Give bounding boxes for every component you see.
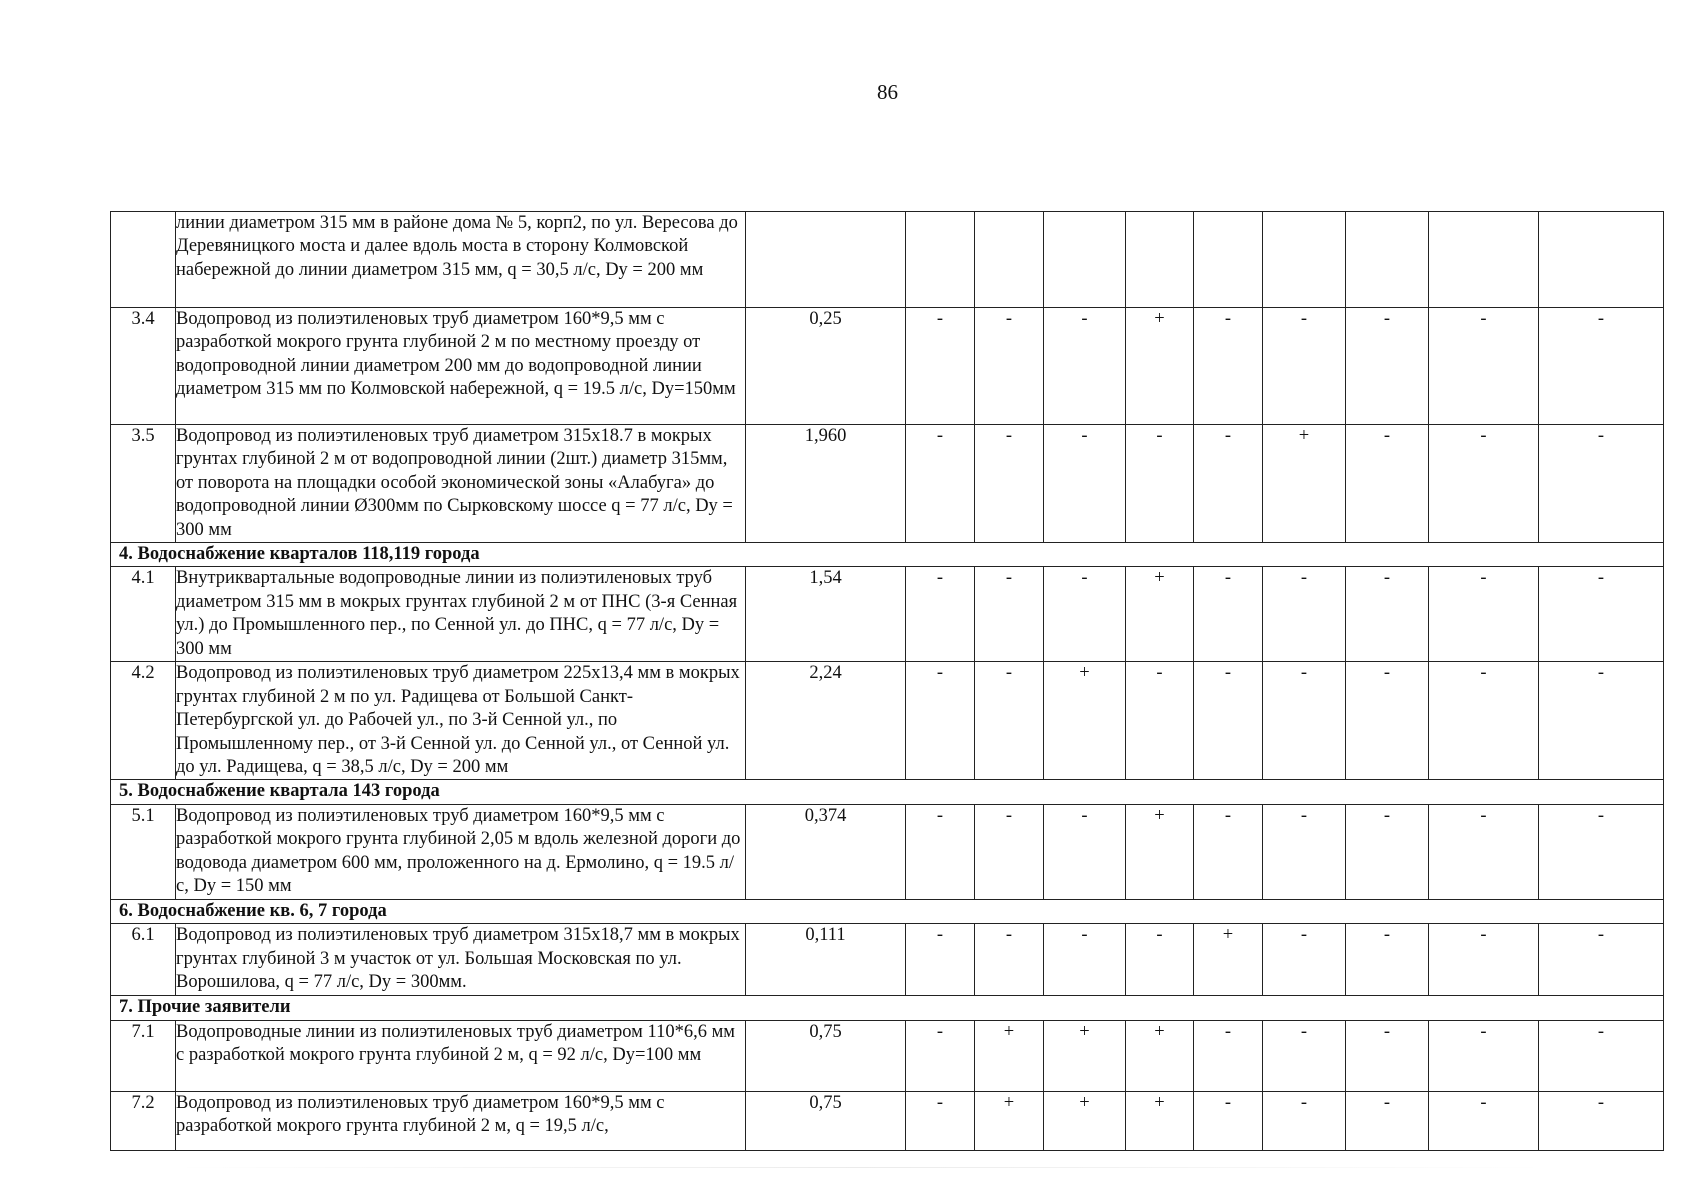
pipeline-table	[110, 211, 1664, 1151]
mark-cell: -	[1539, 924, 1664, 996]
row-number: 6.1	[111, 924, 176, 996]
section-title: 4. Водоснабжение кварталов 118,119 города	[111, 543, 1664, 567]
mark-cell	[1346, 212, 1429, 308]
mark-cell: -	[1263, 567, 1346, 662]
row-length: 0,374	[746, 804, 906, 899]
mark-cell: +	[975, 1091, 1044, 1150]
table-body	[111, 212, 1664, 1151]
mark-cell: -	[975, 425, 1044, 543]
table-row	[111, 662, 1664, 780]
mark-cell: -	[975, 308, 1044, 425]
table-row	[111, 212, 1664, 308]
mark-cell: +	[1126, 1091, 1194, 1150]
mark-cell: +	[1126, 1020, 1194, 1091]
mark-cell: -	[1429, 425, 1539, 543]
row-number: 3.4	[111, 308, 176, 425]
mark-cell: -	[1429, 924, 1539, 996]
mark-cell: -	[1539, 804, 1664, 899]
row-description: Водопровод из полиэтиленовых труб диаметром 160*9,5 мм с разработкой мокрого грунта глубиной 2 м по местному проезду от водопроводной линии диаметром 200 мм до водопроводной линии диаметром 315 мм по Колмовской набережной, q = 19.5 л/с, Dy=150мм	[176, 308, 746, 425]
row-number: 3.5	[111, 425, 176, 543]
row-description: Водопровод из полиэтиленовых труб диаметром 160*9,5 мм с разработкой мокрого грунта глубиной 2 м, q = 19,5 л/с,	[176, 1091, 746, 1150]
mark-cell: +	[1126, 308, 1194, 425]
mark-cell: -	[1126, 662, 1194, 780]
row-description: Внутриквартальные водопроводные линии из полиэтиленовых труб диаметром 315 мм в мокрых грунтах глубиной 2 м от ПНС (3-я Сенная ул.) до Промышленного пер., по Сенной ул. до ПНС, q = 77 л/с, Dy = 300 мм	[176, 567, 746, 662]
mark-cell: -	[1263, 1020, 1346, 1091]
section-title: 5. Водоснабжение квартала 143 города	[111, 780, 1664, 804]
row-description: Водопровод из полиэтиленовых труб диаметром 160*9,5 мм с разработкой мокрого грунта глубиной 2,05 м вдоль железной дороги до водовода диаметром 600 мм, проложенного на д. Ермолино, q = 19.5 л/с, Dy = 150 мм	[176, 804, 746, 899]
mark-cell	[1126, 212, 1194, 308]
section-header-row	[111, 543, 1664, 567]
mark-cell: -	[1194, 1091, 1263, 1150]
mark-cell: -	[1194, 425, 1263, 543]
mark-cell: -	[1539, 662, 1664, 780]
row-length: 1,960	[746, 425, 906, 543]
mark-cell: -	[1044, 308, 1126, 425]
table-row	[111, 567, 1664, 662]
mark-cell: -	[1429, 567, 1539, 662]
mark-cell: -	[1263, 1091, 1346, 1150]
table-row	[111, 308, 1664, 425]
row-number: 5.1	[111, 804, 176, 899]
mark-cell: -	[1346, 1020, 1429, 1091]
mark-cell: +	[975, 1020, 1044, 1091]
mark-cell	[1539, 212, 1664, 308]
mark-cell: -	[906, 308, 975, 425]
mark-cell: -	[1346, 308, 1429, 425]
mark-cell	[1194, 212, 1263, 308]
mark-cell: -	[975, 924, 1044, 996]
row-number: 7.1	[111, 1020, 176, 1091]
mark-cell: -	[1346, 425, 1429, 543]
mark-cell: -	[1346, 662, 1429, 780]
section-header-row	[111, 780, 1664, 804]
mark-cell: -	[1539, 308, 1664, 425]
mark-cell	[1263, 212, 1346, 308]
mark-cell: -	[1194, 662, 1263, 780]
mark-cell	[1044, 212, 1126, 308]
row-length: 0,111	[746, 924, 906, 996]
row-number: 4.2	[111, 662, 176, 780]
row-length: 0,75	[746, 1020, 906, 1091]
mark-cell: +	[1044, 1091, 1126, 1150]
mark-cell: -	[975, 804, 1044, 899]
mark-cell: -	[906, 804, 975, 899]
mark-cell: -	[1429, 1020, 1539, 1091]
mark-cell: -	[906, 425, 975, 543]
row-number	[111, 212, 176, 308]
mark-cell: +	[1126, 804, 1194, 899]
mark-cell: -	[1263, 662, 1346, 780]
mark-cell: -	[1429, 308, 1539, 425]
mark-cell: -	[1044, 804, 1126, 899]
mark-cell: +	[1044, 662, 1126, 780]
mark-cell: -	[1263, 924, 1346, 996]
row-length	[746, 212, 906, 308]
section-header-row	[111, 899, 1664, 923]
mark-cell: -	[1539, 1091, 1664, 1150]
scan-artifact-line	[170, 1167, 1550, 1168]
section-title: 6. Водоснабжение кв. 6, 7 города	[111, 899, 1664, 923]
mark-cell: +	[1263, 425, 1346, 543]
section-header-row	[111, 996, 1664, 1020]
mark-cell: -	[1539, 567, 1664, 662]
mark-cell: -	[1346, 567, 1429, 662]
mark-cell: -	[906, 662, 975, 780]
mark-cell: -	[906, 1020, 975, 1091]
mark-cell: -	[1126, 425, 1194, 543]
mark-cell: -	[1429, 804, 1539, 899]
mark-cell: -	[906, 1091, 975, 1150]
row-description: Водопровод из полиэтиленовых труб диаметром 315x18.7 в мокрых грунтах глубиной 2 м от водопроводной линии (2шт.) диаметр 315мм, от поворота на площадки особой экономической зоны «Алабуга» до водопроводной линии Ø300мм по Сырковскому шоссе q = 77 л/с, Dy = 300 мм	[176, 425, 746, 543]
mark-cell: -	[1429, 662, 1539, 780]
mark-cell: +	[1194, 924, 1263, 996]
mark-cell: -	[975, 567, 1044, 662]
row-length: 2,24	[746, 662, 906, 780]
mark-cell: -	[1346, 1091, 1429, 1150]
table-row	[111, 1020, 1664, 1091]
row-number: 4.1	[111, 567, 176, 662]
mark-cell: -	[1429, 1091, 1539, 1150]
mark-cell: -	[1194, 308, 1263, 425]
mark-cell: -	[906, 567, 975, 662]
row-length: 0,25	[746, 308, 906, 425]
mark-cell: -	[1044, 924, 1126, 996]
mark-cell	[906, 212, 975, 308]
page-number: 86	[877, 80, 898, 104]
table-row	[111, 1091, 1664, 1150]
mark-cell: -	[1194, 1020, 1263, 1091]
mark-cell: -	[1263, 804, 1346, 899]
mark-cell: -	[975, 662, 1044, 780]
mark-cell: -	[1346, 924, 1429, 996]
mark-cell: -	[1194, 804, 1263, 899]
mark-cell: -	[1539, 425, 1664, 543]
mark-cell: -	[1044, 425, 1126, 543]
mark-cell: -	[1539, 1020, 1664, 1091]
table-row	[111, 924, 1664, 996]
mark-cell: +	[1126, 567, 1194, 662]
table-row	[111, 804, 1664, 899]
mark-cell: -	[1194, 567, 1263, 662]
mark-cell: -	[1044, 567, 1126, 662]
row-description: Водопровод из полиэтиленовых труб диаметром 315x18,7 мм в мокрых грунтах глубиной 3 м участок от ул. Большая Московская по ул. Ворошилова, q = 77 л/с, Dy = 300мм.	[176, 924, 746, 996]
mark-cell: -	[1126, 924, 1194, 996]
mark-cell: -	[906, 924, 975, 996]
row-description: Водопроводные линии из полиэтиленовых труб диаметром 110*6,6 мм с разработкой мокрого грунта глубиной 2 м, q = 92 л/с, Dy=100 мм	[176, 1020, 746, 1091]
section-title: 7. Прочие заявители	[111, 996, 1664, 1020]
row-description: Водопровод из полиэтиленовых труб диаметром 225x13,4 мм в мокрых грунтах глубиной 2 м по ул. Радищева от Большой Санкт-Петербургской ул. до Рабочей ул., по 3-й Сенной ул., по Промышленному пер., от 3-й Сенной ул. до Сенной ул., от Сенной ул. до ул. Радищева, q = 38,5 л/с, Dy = 200 мм	[176, 662, 746, 780]
table-row	[111, 425, 1664, 543]
mark-cell: +	[1044, 1020, 1126, 1091]
row-length: 0,75	[746, 1091, 906, 1150]
mark-cell: -	[1346, 804, 1429, 899]
mark-cell: -	[1263, 308, 1346, 425]
mark-cell	[975, 212, 1044, 308]
row-length: 1,54	[746, 567, 906, 662]
mark-cell	[1429, 212, 1539, 308]
row-description: линии диаметром 315 мм в районе дома № 5, корп2, по ул. Вересова до Деревяницкого моста и далее вдоль моста в сторону Колмовской набережной до линии диаметром 315 мм, q = 30,5 л/с, Dy = 200 мм	[176, 212, 746, 308]
row-number: 7.2	[111, 1091, 176, 1150]
